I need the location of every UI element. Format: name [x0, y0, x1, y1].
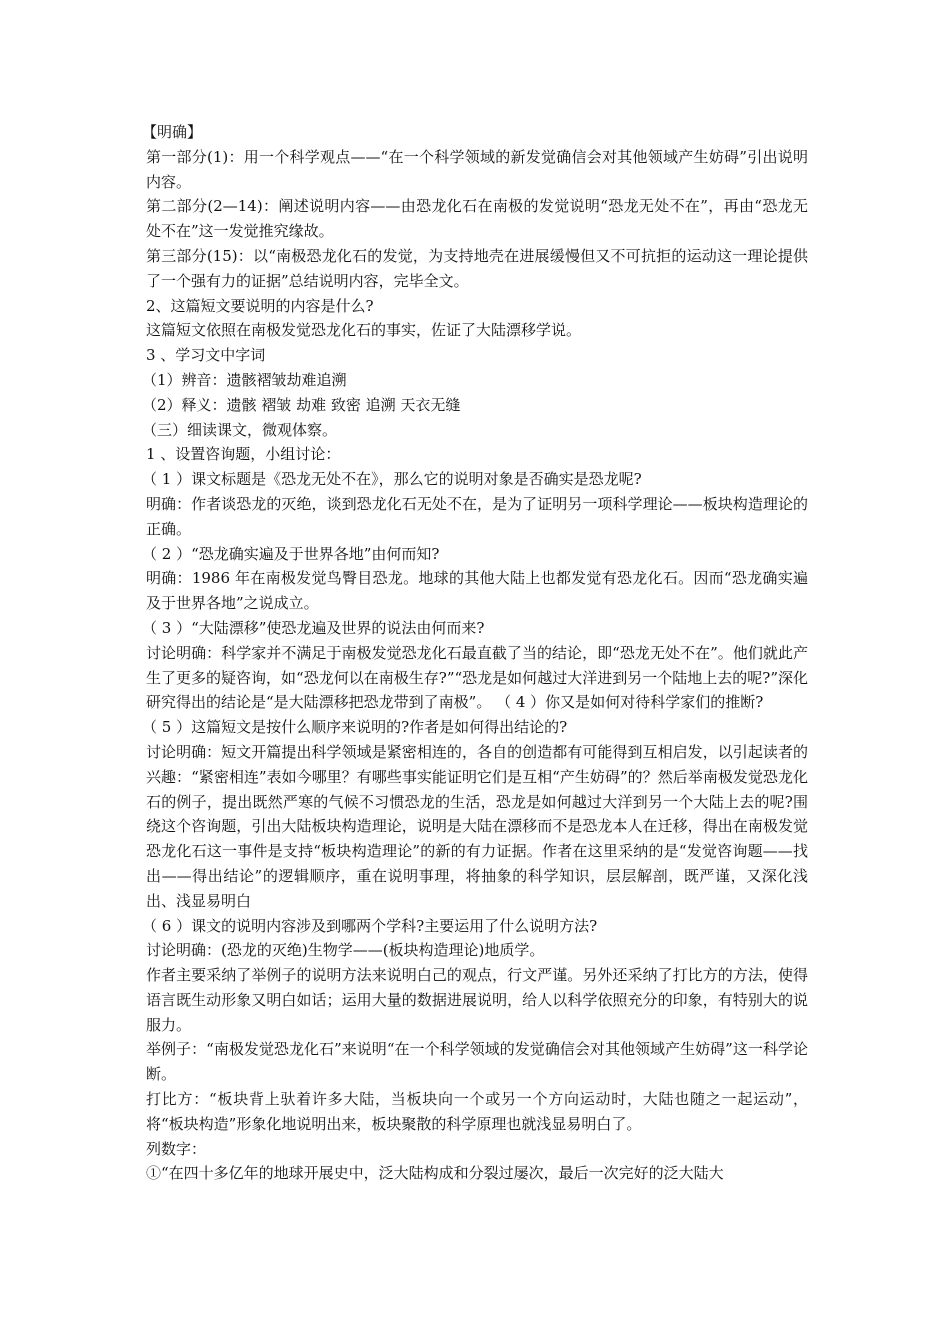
answer-2: 这篇短文依照在南极发觉恐龙化石的事实，佐证了大陆漂移学说。	[146, 321, 582, 340]
definition-item: （2）释义：遗骸 褶皱 劫难 致密 追溯 天衣无缝	[142, 395, 461, 414]
sub-question-5: （ 5 ）这篇短文是按什么顺序来说明的?作者是如何得出结论的?	[142, 718, 568, 737]
sub-answer-1: 明确：作者谈恐龙的灭绝，谈到恐龙化石无处不在，是为了证明另一项科学理论——板块构造理论的正确。	[146, 494, 808, 538]
section-close-reading: （三）细读课文，微观体察。	[142, 420, 338, 439]
method-example: 举例子：“南极发觉恐龙化石”来说明“在一个科学领域的发觉确信会对其他领域产生妨碍”这一科学论断。	[146, 1040, 808, 1084]
method-summary: 作者主要采纳了举例子的说明方法来说明白己的观点，行文严谨。另外还采纳了打比方的方法，使得语言既生动形象又明白如话；运用大量的数据进展说明，给人以科学依照充分的印象，有特别大的说服力。	[146, 966, 808, 1034]
method-numbers-heading: 列数字：	[146, 1139, 207, 1158]
paragraph-part-one: 第一部分(1)：用一个科学观点——“在一个科学领域的新发觉确信会对其他领域产生妨碍”引出说明内容。	[146, 147, 808, 191]
heading-mingque: 【明确】	[142, 123, 203, 141]
sub-answer-5: 讨论明确：短文开篇提出科学领域是紧密相连的，各自的创造都有可能得到互相启发，以引起读者的兴趣：“紧密相连”表如今哪里？有哪些事实能证明它们是互相“产生妨碍”的？然后举南极发觉恐龙化石的例子，提出既然严寒的气候不习惯恐龙的生活，恐龙是如何越过大洋到另一个大陆上去的呢?围绕这个咨询题，引出大陆板块构造理论，说明是大陆在漂移而不是恐龙本人在迁移，得出在南极发觉恐龙化石这一事件是支持“板块构造理论”的新的有力证据。作者在这里采纳的是“发觉咨询题——找出——得出结论”的逻辑顺序，重在说明事理，将抽象的科学知识，层层解剖，既严谨，又深化浅出、浅显易明白	[146, 742, 808, 910]
sub-question-1: （ 1 ）课文标题是《恐龙无处不在》，那么它的说明对象是否确实是恐龙呢?	[142, 470, 642, 489]
sub-answer-2: 明确：1986 年在南极发觉鸟臀目恐龙。地球的其他大陆上也都发觉有恐龙化石。因而“恐龙确实遍及于世界各地”之说成立。	[146, 569, 808, 613]
pronunciation-item: （1）辨音：遗骸褶皱劫难追溯	[142, 370, 347, 389]
sub-question-2: （ 2 ）“恐龙确实遍及于世界各地”由何而知?	[142, 544, 440, 563]
sub-question-3: （ 3 ）“大陆漂移”使恐龙遍及世界的说法由何而来?	[142, 618, 485, 637]
method-analogy: 打比方：“板块背上驮着许多大陆，当板块向一个或另一个方向运动时，大陆也随之一起运动”，将“板块构造”形象化地说明出来，板块聚散的科学原理也就浅显易明白了。	[146, 1090, 808, 1133]
question-2: 2、这篇短文要说明的内容是什么?	[146, 296, 374, 315]
section-3-heading: 3 、学习文中字词	[146, 346, 266, 365]
sub-question-6: （ 6 ）课文的说明内容涉及到哪两个学科?主要运用了什么说明方法?	[142, 916, 598, 935]
method-numbers-item-1: ①“在四十多亿年的地球开展史中，泛大陆构成和分裂过屡次，最后一次完好的泛大陆大	[146, 1164, 724, 1183]
paragraph-part-two: 第二部分(2—14)：阐述说明内容——由恐龙化石在南极的发觉说明“恐龙无处不在”，再由“恐龙无处不在”这一发觉推究缘故。	[146, 197, 808, 241]
discussion-heading: 1 、设置咨询题，小组讨论：	[146, 445, 341, 464]
paragraph-part-three: 第三部分(15)：以“南极恐龙化石的发觉，为支持地壳在进展缓慢但又不可抗拒的运动这一理论提供了一个强有力的证据”总结说明内容，完毕全文。	[146, 246, 808, 290]
sub-answer-6: 讨论明确：(恐龙的灭绝)生物学——(板块构造理论)地质学。	[146, 941, 545, 960]
sub-answer-3: 讨论明确：科学家并不满足于南极发觉恐龙化石最直截了当的结论，即“恐龙无处不在”。他们就此产生了更多的疑咨询，如“恐龙何以在南极生存?”“恐龙是如何越过大洋进到另一个陆地上去的呢?”深化研究得出的结论是“是大陆漂移把恐龙带到了南极”。 （ 4 ）你又是如何对待科学家们的推断?	[146, 643, 808, 712]
document-page	[142, 120, 808, 1186]
